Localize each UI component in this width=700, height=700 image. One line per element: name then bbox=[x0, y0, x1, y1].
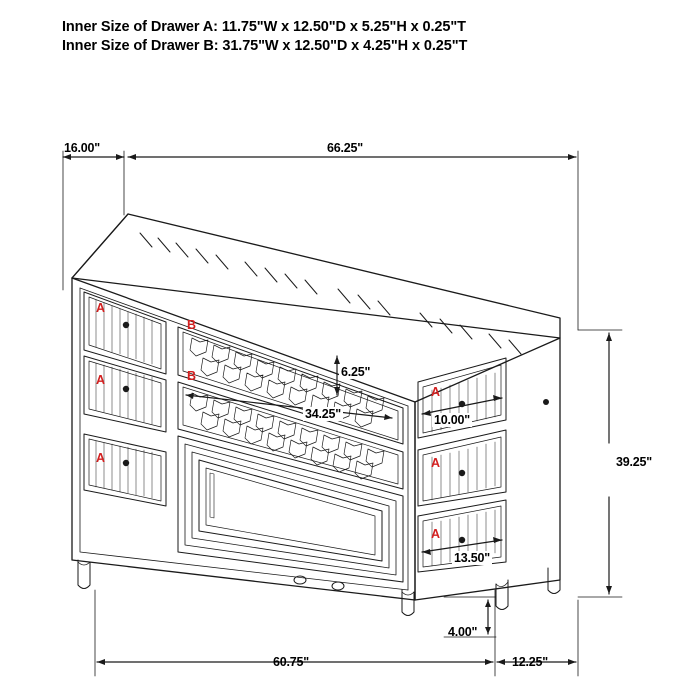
left-drawer-column bbox=[84, 292, 166, 506]
bottom-dimension-group bbox=[95, 590, 578, 676]
side-panel-detail bbox=[543, 399, 549, 405]
drawer-tag-left-middle: A bbox=[96, 373, 106, 387]
drawer-tag-center-top: B bbox=[187, 318, 197, 332]
dimension-label-drawer-b-width: 34.25" bbox=[305, 407, 342, 421]
internal-dimension-leaders bbox=[186, 356, 502, 555]
drawer-tag-right-middle: A bbox=[431, 456, 441, 470]
fireplace-insert bbox=[178, 436, 403, 582]
dimension-label-height: 39.25" bbox=[616, 455, 653, 469]
drawer-tag-right-top: A bbox=[431, 385, 441, 399]
dimension-label-drawer-b-height: 6.25" bbox=[341, 365, 371, 379]
drawer-tag-left-top: A bbox=[96, 301, 106, 315]
spec-line-drawer-a: Inner Size of Drawer A: 11.75"W x 12.50"D x 5.25"H x 0.25"T bbox=[62, 19, 466, 35]
dimension-label-top-main: 66.25" bbox=[327, 141, 364, 155]
dimension-label-top-left: 16.00" bbox=[64, 141, 101, 155]
spec-line-drawer-b: Inner Size of Drawer B: 31.75"W x 12.50"D x 4.25"H x 0.25"T bbox=[62, 38, 468, 55]
dimension-label-drawer-a-right: 10.00" bbox=[434, 413, 471, 427]
drawer-tag-right-bottom: A bbox=[431, 527, 441, 541]
dimension-label-foot-height: 4.00" bbox=[448, 625, 478, 639]
center-feet bbox=[294, 576, 344, 590]
dimension-label-drawer-a-bottom: 13.50" bbox=[454, 551, 491, 565]
drawer-tag-center-second: B bbox=[187, 369, 197, 383]
dimension-label-bottom-depth: 12.25" bbox=[512, 655, 549, 669]
drawer-tag-left-bottom: A bbox=[96, 451, 106, 465]
dimension-label-bottom-width: 60.75" bbox=[273, 655, 310, 669]
